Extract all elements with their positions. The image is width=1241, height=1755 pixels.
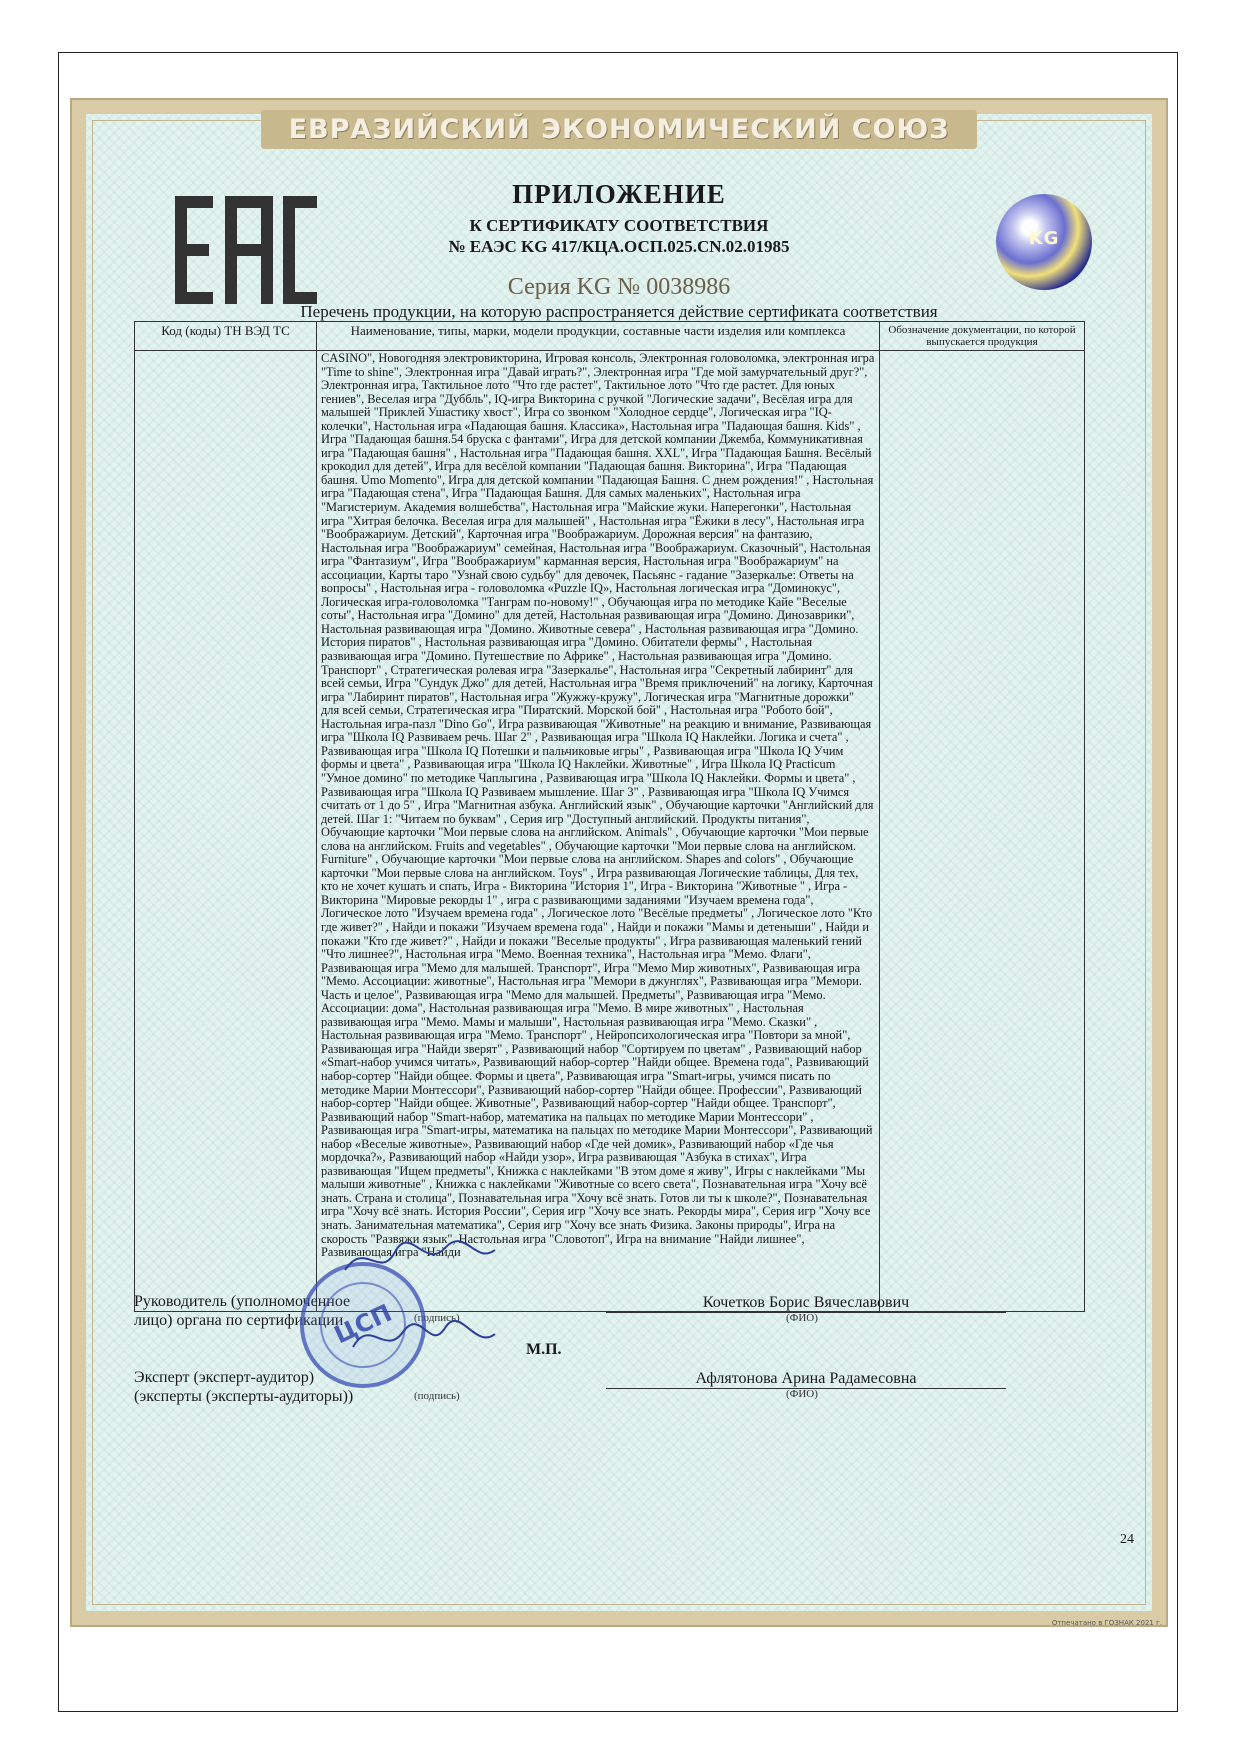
document-title: ПРИЛОЖЕНИЕ [512, 179, 726, 209]
products-list-text: CASINO", Новогодняя электровикторина, Игровая консоль, Электронная головоломка, электронная игра "Time to shine", Электронная игра "Давай играть?", Электронная игра "Где мой замурчательный друг?", Электронная игра, Тактильное лото "Что где растет", Тактильное лото "Что где растет. Для юных гениев", Веселая игра "Дуббль", IQ-игра Викторина с ручкой "Логические задачи", Весёлая игра для малышей "Приклей Ушастику хвост", Игра со звонком "Холодное сердце", Логическая игра "IQ-колечки", Настольная игра «Падающая башня. Классика», Настольная игра "Падающая башня. Kids" , Игра "Падающая башня.54 бруска с фантами", Игра для детской компании Джемба, Коммуникативная игра "Падающая башня" , Настольная игра "Падающая башня. XXL", Игра "Падающая Башня. Весёлый крокодил для детей", Игра для весёлой компании "Падающая башня. Викторина", Игра "Падающая башня. Umo Momento", Игра для детской компании "Падающая Башня. С днем рождения!" , Настольная игра "Падающая стена", Игра "Падающая Башня. Для самых маленьких", Настольная игра "Магистериум. Академия волшебства", Настольная игра "Майские жуки. Наперегонки", Настольная игра "Хитрая белочка. Веселая игра для малышей" , Настольная игра "Ёжики в лесу", Настольная игра "Воображариум. Детский", Карточная игра "Воображариум. Дорожная версия" на фантазию, Настольная игра "Воображариум" семейная, Настольная игра "Воображариум. Сказочный", Настольная игра "Фантазиум", Игра "Воображариум" карманная версия, Настольная игра "Воображариум" на ассоциации, Карты таро "Узнай свою судьбу" для девочек, Пасьянс - гадание "Зазеркалье: Ответы на вопросы" , Настольная игра - головоломка «Puzzle IQ», Настольная логическая игра "Доминокус", Логическая игра-головоломка "Танграм по-новому!" , Обучающая игра по методике Кайе "Веселые соты", Настольная игра "Домино" для детей, Настольная развивающая игра "Домино. Динозаврики", Настольная развивающая игра "Домино. Животные севера" , Настольная развивающая игра "Домино. История пиратов" , Настольная развивающая игра "Домино. Обитатели фермы" , Настольная развивающая игра "Домино. Путешествие по Африке" , Настольная развивающая игра "Домино. Транспорт" , Стратегическая ролевая игра "Зазеркалье", Настольная игра "Секретный лабиринт" для всей семьи, Игра "Сундук Джо" для детей, Настольная игра "Время приключений" на логику, Карточная игра "Лабиринт пиратов", Настольная игра "Жужжу-кружу", Логическая игра "Магнитные дорожки" для всей семьи, Стратегическая игра "Пиратский. Морской бой" , Настольная игра "Робото бой", Настольная игра-пазл "Dino Go", Игра развивающая "Животные" на реакцию и внимание, Развивающая игра "Школа IQ Развиваем речь. Шаг 2" , Развивающая игра "Школа IQ Наклейки. Логика и счета" , Развивающая игра "Школа IQ Потешки и пальчиковые игры" , Развивающая игра "Школа IQ Учим формы и цвета" , Развивающая игра "Школа IQ Наклейки. Животные" , Игра Школа IQ Practicum "Умное домино" по методике Чаплыгина , Развивающая игра "Школа IQ Наклейки. Формы и цвета" , Развивающая игра "Школа IQ Развиваем мышление. Шаг 3" , Развивающая игра "Школа IQ Учимся считать от 1 до 5" , Игра "Магнитная азбука. Английский язык" , Обучающие карточки "Английский для детей. Шаг 1: "Читаем по буквам" , Серия игр "Доступный английский. Продукты питания", Обучающие карточки "Мои первые слова на английском. Animals" , Обучающие карточки "Мои первые слова на английском. Fruits and vegetables" , Обучающие карточки "Мои первые слова на английском. Furniture" , Обучающие карточки "Мои первые слова на английском. Shapes and colors" , Обучающие карточки "Мои первые слова на английском. Toys" , Игра развивающая Логические таблицы, Для тех, кто не хочет кушать и спать, Игра - Викторина "История 1", Игра - Викторина "Животные " , Игра - Викторина "Мировые рекорды 1" , игра с развивающими заданиями "Изучаем времена года", Логическое лото "Изучаем времена года" , Логическое лото "Весёлые предметы" , Логическое лото "Кто где живет?" , Найди и покажи "Изучаем времена года" , Найди и покажи "Мамы и детеныши" , Найди и покажи "Кто где живет?" , Найди и покажи "Веселые продукты" , Игра развивающая маленький гений "Что лишнее?", Настольная игра "Мемо. Военная техника", Настольная игра "Мемо. Флаги", Развивающая игра "Мемо для малышей. Транспорт", Игра "Мемо Мир животных", Развивающая игра "Мемо. Ассоциации: животные", Настольная игра "Мемори в джунглях", Развивающая игра "Мемори. Часть и целое", Развивающая игра "Мемо для малышей. Предметы", Развивающая игра "Мемо. Ассоциации: дома", Настольная развивающая игра "Мемо. В мире животных" , Настольная развивающая игра "Мемо. Мамы и малыши", Настольная развивающая игра "Мемо. Сказки" , Настольная развивающая игра "Мемо. Транспорт" , Нейропсихологическая игра "Повтори за мной", Развивающая игра "Найди зверят" , Развивающий набор "Сортируем по цветам" , Развивающий набор «Smart-набор учимся читать», Развивающий набор-сортер "Найди общее. Времена года", Развивающий набор-сортер "Найди общее. Формы и цвета", Развивающая игра "Smart-игры, учимся писать по методике Марии Монтессори", Развивающий набор-сортер "Найди общее. Профессии", Развивающий набор-сортер "Найди общее. Животные", Развивающий набор-сортер "Найди общее. Транспорт", Развивающий набор "Smart-набор, математика на пальцах по методике Марии Монтессори" , Развивающая игра "Smart-игры, математика на пальцах по методике Марии Монтессори", Развивающий набор «Веселые животные», Развивающий набор «Где чей домик», Развивающий набор «Где чья мордочка?», Развивающий набор «Найди узор», Игра развивающая "Азбука в стихах", Игра развивающая "Ищем предметы", Книжка с наклейками "В этом доме я живу", Игры с наклейками "Мы малыши животные" , Книжка с наклейками "Животные со всего света", Познавательная игра "Хочу всё знать. Страна и столица", Познавательная игра "Хочу всё знать. Готов ли ты к школе?", Познавательная игра "Хочу всё знать. История России", Серия игр "Хочу все знать. Рекорды мира", Серия игр "Хочу все знать. Занимательная математика", Серия игр "Хочу все знать Физика. Законы природы", Игра на скорость "Развяжи язык", Настольная игра "Словотоп", Игра на внимание "Найди лишнее", Развивающая игра "Найди [321, 351, 875, 1260]
stamp-mark: ЦСП [329, 1298, 397, 1350]
head-label-line-2: лицо) органа по сертификации [134, 1312, 344, 1329]
list-caption: Перечень продукции, на которую распространяется действие сертификата соответствия [300, 302, 938, 321]
expert-signature-icon [345, 1312, 505, 1367]
expert-signature-hint: (подпись) [414, 1390, 460, 1402]
certificate-sheet [72, 100, 1166, 1625]
page-number: 24 [1120, 1532, 1134, 1547]
col-header-code: Код (коды) ТН ВЭД ТС [135, 322, 317, 351]
hologram-label: KG [1028, 228, 1060, 249]
head-signature-hint: (подпись) [414, 1312, 460, 1324]
head-name: Кочетков Борис Вячеславович [606, 1294, 1006, 1313]
stamp-place-label: М.П. [526, 1341, 562, 1358]
cell-docs [880, 351, 1085, 1312]
series-number: Серия KG № 0038986 [507, 274, 731, 300]
products-table [134, 321, 1085, 1312]
expert-name: Афлятонова Арина Радамесовна [606, 1370, 1006, 1389]
document-subtitle: К СЕРТИФИКАТУ СООТВЕТСТВИЯ [469, 216, 769, 235]
expert-label [134, 1368, 353, 1406]
cell-code [135, 351, 317, 1312]
head-signature-icon [335, 1230, 505, 1290]
eaeu-banner [86, 110, 1152, 149]
col-header-name: Наименование, типы, марки, модели продукции, составные части изделия или комплекса [317, 322, 880, 351]
expert-label-line-1: Эксперт (эксперт-аудитор) [134, 1369, 315, 1386]
table-row [135, 351, 1085, 1312]
table-header-row [135, 322, 1085, 351]
expert-label-line-2: (эксперты (эксперты-аудиторы)) [134, 1388, 354, 1405]
cell-products [317, 351, 880, 1312]
head-name-hint: (ФИО) [786, 1312, 818, 1324]
col-header-docs: Обозначение документации, по которой выпускается продукция [880, 322, 1085, 351]
certificate-number: № ЕАЭС KG 417/КЦА.ОСП.025.CN.02.01985 [448, 237, 790, 256]
print-note: Отпечатано в ГОЗНАК 2021 г. [1051, 1619, 1162, 1627]
head-label-line-1: Руководитель (уполномоченное [134, 1293, 351, 1310]
expert-name-hint: (ФИО) [786, 1388, 818, 1400]
banner-text: ЕВРАЗИЙСКИЙ ЭКОНОМИЧЕСКИЙ СОЮЗ [261, 110, 978, 149]
